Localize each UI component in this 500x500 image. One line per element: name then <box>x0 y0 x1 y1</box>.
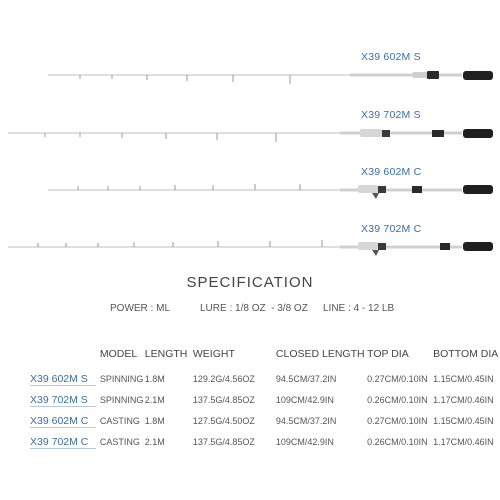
row-model: SPINNING <box>99 394 144 405</box>
lure-spec: LURE : 1/8 OZ - 3/8 OZ <box>200 303 308 314</box>
row-length: 1.8M <box>144 373 165 384</box>
header-blank <box>30 348 100 368</box>
row-closed-length: 94.5CM/37.2IN <box>275 373 337 384</box>
rod-label-602m-s: X39 602M S <box>361 51 421 63</box>
row-model: SPINNING <box>99 373 144 384</box>
row-weight: 129.2G/4.56OZ <box>192 373 255 384</box>
header-closed-length: CLOSED LENGTH <box>275 348 365 360</box>
row-bottom-dia: 1.17CM/0.46IN <box>433 394 494 405</box>
specification-title: SPECIFICATION <box>186 274 314 291</box>
rod-602m-s <box>48 71 493 84</box>
line-spec: LINE : 4 - 12 LB <box>323 303 395 314</box>
row-bottom-dia: 1.17CM/0.46IN <box>433 436 494 447</box>
header-weight: WEIGHT <box>192 348 235 360</box>
row-length: 2.1M <box>144 436 165 447</box>
row-closed-length: 94.5CM/37.2IN <box>275 415 337 426</box>
row-bottom-dia: 1.15CM/0.45IN <box>433 415 494 426</box>
row-weight: 137.5G/4.85OZ <box>192 436 255 447</box>
table-row <box>30 368 500 389</box>
row-model: CASTING <box>99 436 140 447</box>
row-top-dia: 0.26CM/0.10IN <box>367 394 428 405</box>
row-length: 2.1M <box>144 394 165 405</box>
row-closed-length: 109CM/42.9IN <box>275 436 334 447</box>
table-row <box>30 431 500 452</box>
row-weight: 127.5G/4.50OZ <box>192 415 255 426</box>
rod-label-702m-c: X39 702M C <box>361 223 422 235</box>
row-top-dia: 0.26CM/0.10IN <box>367 436 428 447</box>
row-name: X39 702M S <box>30 389 100 410</box>
rod-702m-c <box>8 240 493 256</box>
row-weight: 137.5G/4.85OZ <box>192 394 255 405</box>
header-length: LENGTH <box>144 348 188 360</box>
table-row <box>30 410 500 431</box>
rod-label-702m-s: X39 702M S <box>361 109 421 121</box>
rod-702m-s <box>8 129 493 142</box>
row-top-dia: 0.27CM/0.10IN <box>367 373 428 384</box>
header-bottom-dia: BOTTOM DIA <box>433 348 499 360</box>
rod-602m-c <box>48 184 493 199</box>
table-row <box>30 389 500 410</box>
power-spec: POWER : ML <box>110 303 171 314</box>
header-model: MODEL <box>99 348 138 360</box>
row-bottom-dia: 1.15CM/0.45IN <box>433 373 494 384</box>
row-closed-length: 109CM/42.9IN <box>275 394 334 405</box>
spec-table <box>30 348 500 452</box>
spec-table-header <box>30 348 500 368</box>
rod-label-602m-c: X39 602M C <box>361 166 422 178</box>
header-top-dia: TOP DIA <box>367 348 409 360</box>
row-top-dia: 0.27CM/0.10IN <box>367 415 428 426</box>
row-model: CASTING <box>99 415 140 426</box>
row-name: X39 602M S <box>30 368 100 389</box>
row-name: X39 602M C <box>30 410 100 431</box>
row-length: 1.8M <box>144 415 165 426</box>
row-name: X39 702M C <box>30 431 100 452</box>
